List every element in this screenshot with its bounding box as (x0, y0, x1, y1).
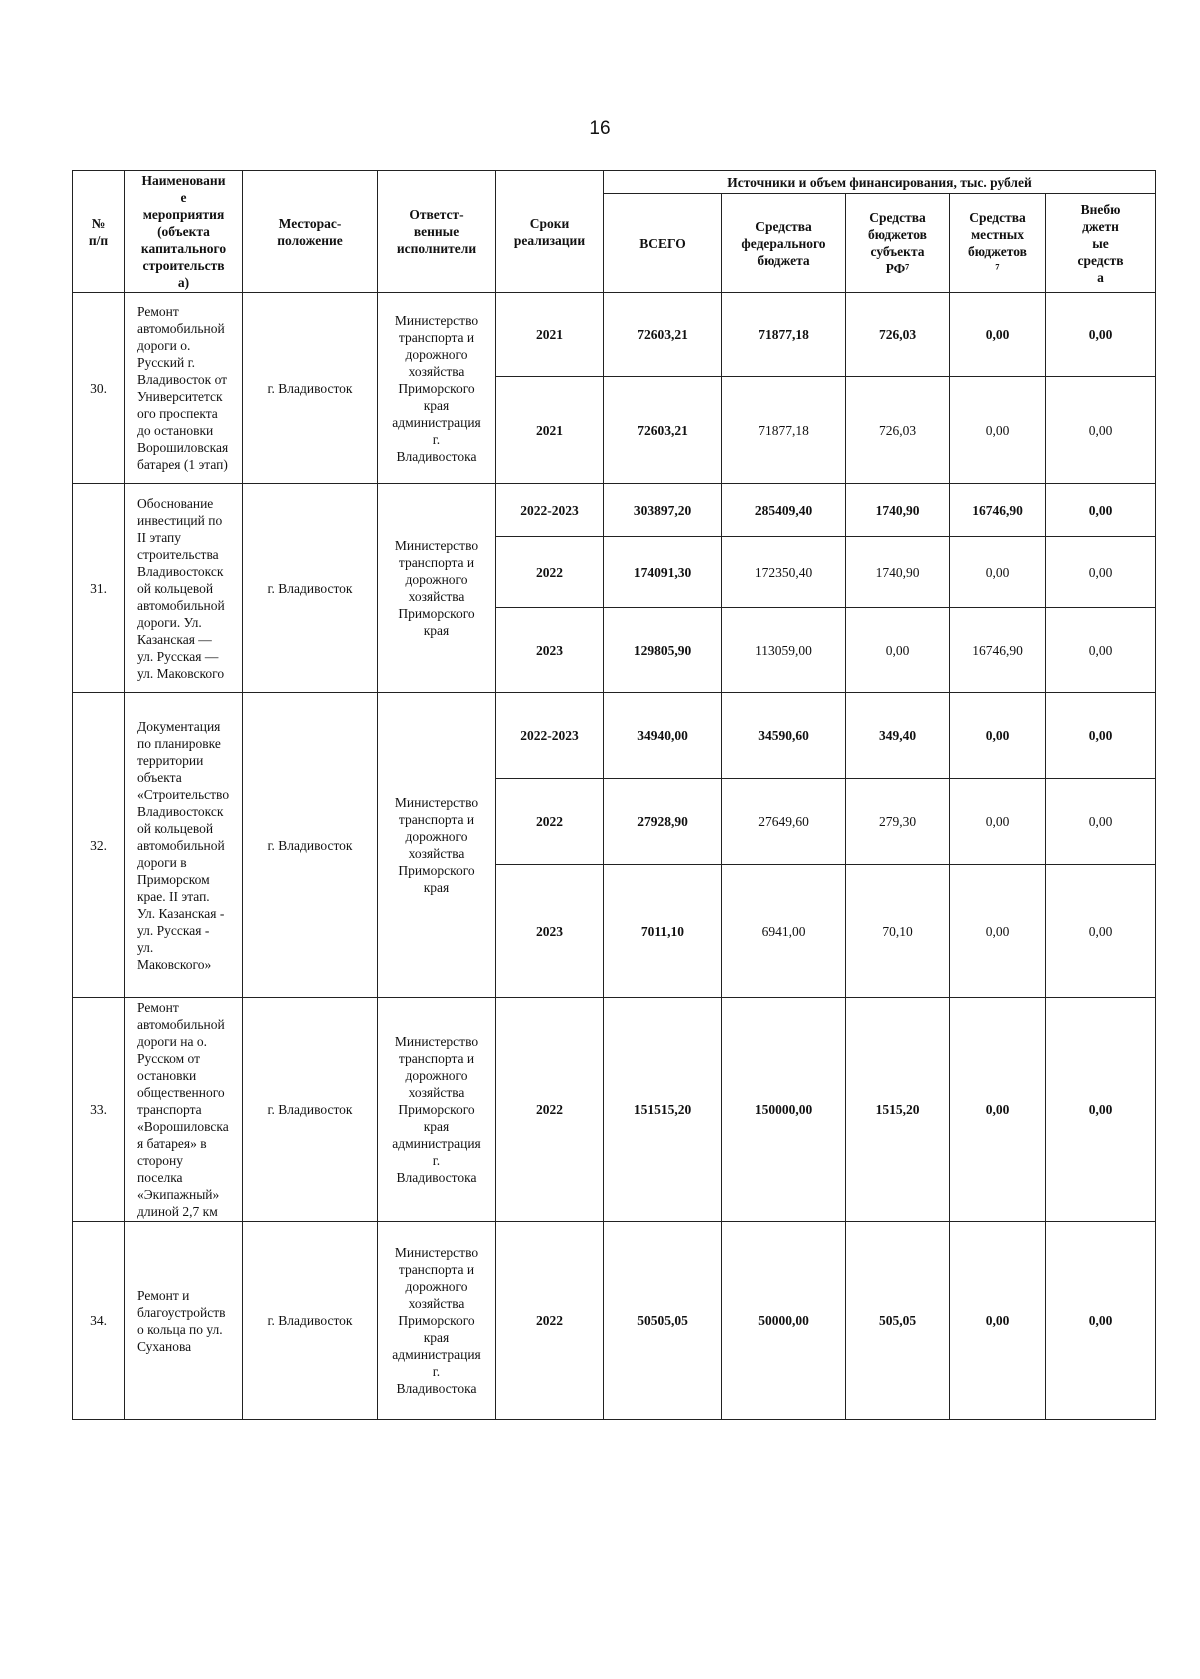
row-number: 33. (73, 998, 125, 1222)
value-federal: 71877,18 (722, 377, 846, 484)
row-name: Документация по планировке территории объекта «Строительство Владивостокск ой кольцевой автомобильной дороги в Приморском крае. II этап. Ул. Казанская - ул. Русская - ул. Маковского» (125, 693, 243, 998)
value-federal: 172350,40 (722, 537, 846, 608)
row-year: 2023 (496, 608, 604, 693)
row-number: 30. (73, 293, 125, 484)
value-subject: 505,05 (846, 1222, 950, 1420)
value-local: 0,00 (950, 377, 1046, 484)
row-year: 2022 (496, 998, 604, 1222)
row-year: 2021 (496, 293, 604, 377)
row-number: 34. (73, 1222, 125, 1420)
table-row (73, 693, 1156, 779)
row-year: 2022-2023 (496, 484, 604, 537)
row-executors: Министерство транспорта и дорожного хозяйства Приморского края администрация г. Владивостока (378, 1222, 496, 1420)
header-location: Месторас- положение (243, 171, 378, 293)
value-subject: 279,30 (846, 779, 950, 865)
row-executors: Министерство транспорта и дорожного хозяйства Приморского края (378, 693, 496, 998)
row-executors: Министерство транспорта и дорожного хозяйства Приморского края администрация г. Владивостока (378, 293, 496, 484)
header-local: Средства местных бюджетов ⁷ (950, 194, 1046, 293)
value-total: 303897,20 (604, 484, 722, 537)
value-total: 27928,90 (604, 779, 722, 865)
header-extra: Внебю джетн ые средств а (1046, 194, 1156, 293)
value-subject: 0,00 (846, 608, 950, 693)
row-year: 2022 (496, 537, 604, 608)
value-subject: 726,03 (846, 293, 950, 377)
value-extra: 0,00 (1046, 998, 1156, 1222)
row-year: 2023 (496, 865, 604, 998)
value-extra: 0,00 (1046, 293, 1156, 377)
row-year: 2022 (496, 1222, 604, 1420)
value-total: 34940,00 (604, 693, 722, 779)
row-location: г. Владивосток (243, 484, 378, 693)
value-total: 72603,21 (604, 293, 722, 377)
value-federal: 34590,60 (722, 693, 846, 779)
value-subject: 349,40 (846, 693, 950, 779)
row-executors: Министерство транспорта и дорожного хозяйства Приморского края администрация г. Владивостока (378, 998, 496, 1222)
row-executors: Министерство транспорта и дорожного хозяйства Приморского края (378, 484, 496, 693)
value-local: 0,00 (950, 865, 1046, 998)
header-terms: Сроки реализации (496, 171, 604, 293)
value-federal: 71877,18 (722, 293, 846, 377)
header-name: Наименовани е мероприятия (объекта капитального строительств а) (125, 171, 243, 293)
value-total: 72603,21 (604, 377, 722, 484)
page-number: 16 (589, 118, 611, 139)
value-extra: 0,00 (1046, 693, 1156, 779)
row-year: 2022-2023 (496, 693, 604, 779)
header-executors: Ответст- венные исполнители (378, 171, 496, 293)
value-extra: 0,00 (1046, 779, 1156, 865)
header-financing: Источники и объем финансирования, тыс. рублей (604, 171, 1156, 194)
table-header (73, 171, 1156, 293)
value-local: 0,00 (950, 293, 1046, 377)
value-local: 0,00 (950, 693, 1046, 779)
table-row (73, 484, 1156, 537)
row-location: г. Владивосток (243, 293, 378, 484)
value-subject: 1740,90 (846, 484, 950, 537)
value-extra: 0,00 (1046, 537, 1156, 608)
row-name: Ремонт автомобильной дороги на о. Русском от остановки общественного транспорта «Ворошиловска я батарея» в сторону поселка «Экипажный» длиной 2,7 км (125, 998, 243, 1222)
table-row (73, 1222, 1156, 1420)
table-body (73, 293, 1156, 1420)
header-total: ВСЕГО (604, 194, 722, 293)
value-total: 50505,05 (604, 1222, 722, 1420)
value-federal: 27649,60 (722, 779, 846, 865)
value-extra: 0,00 (1046, 377, 1156, 484)
table-row (73, 293, 1156, 377)
value-local: 16746,90 (950, 608, 1046, 693)
value-federal: 50000,00 (722, 1222, 846, 1420)
value-extra: 0,00 (1046, 484, 1156, 537)
value-subject: 1740,90 (846, 537, 950, 608)
value-subject: 726,03 (846, 377, 950, 484)
row-year: 2022 (496, 779, 604, 865)
value-subject: 1515,20 (846, 998, 950, 1222)
value-total: 129805,90 (604, 608, 722, 693)
row-location: г. Владивосток (243, 1222, 378, 1420)
value-federal: 113059,00 (722, 608, 846, 693)
value-total: 7011,10 (604, 865, 722, 998)
value-local: 0,00 (950, 537, 1046, 608)
value-extra: 0,00 (1046, 865, 1156, 998)
row-location: г. Владивосток (243, 693, 378, 998)
value-local: 0,00 (950, 1222, 1046, 1420)
row-number: 32. (73, 693, 125, 998)
row-name: Обоснование инвестиций по II этапу строительства Владивостокск ой кольцевой автомобильной дороги. Ул. Казанская — ул. Русская — ул. Маковского (125, 484, 243, 693)
header-num: № п/п (73, 171, 125, 293)
table-row (73, 998, 1156, 1222)
value-local: 16746,90 (950, 484, 1046, 537)
row-year: 2021 (496, 377, 604, 484)
row-name: Ремонт и благоустройств о кольца по ул. Суханова (125, 1222, 243, 1420)
financing-table (72, 170, 1156, 1420)
value-extra: 0,00 (1046, 608, 1156, 693)
value-total: 174091,30 (604, 537, 722, 608)
row-number: 31. (73, 484, 125, 693)
header-federal: Средства федерального бюджета (722, 194, 846, 293)
value-total: 151515,20 (604, 998, 722, 1222)
value-federal: 150000,00 (722, 998, 846, 1222)
value-federal: 285409,40 (722, 484, 846, 537)
header-subject: Средства бюджетов субъекта РФ⁷ (846, 194, 950, 293)
value-extra: 0,00 (1046, 1222, 1156, 1420)
value-local: 0,00 (950, 779, 1046, 865)
row-name: Ремонт автомобильной дороги о. Русский г. Владивосток от Университетск ого проспекта до остановки Ворошиловская батарея (1 этап) (125, 293, 243, 484)
row-location: г. Владивосток (243, 998, 378, 1222)
value-local: 0,00 (950, 998, 1046, 1222)
value-federal: 6941,00 (722, 865, 846, 998)
value-subject: 70,10 (846, 865, 950, 998)
